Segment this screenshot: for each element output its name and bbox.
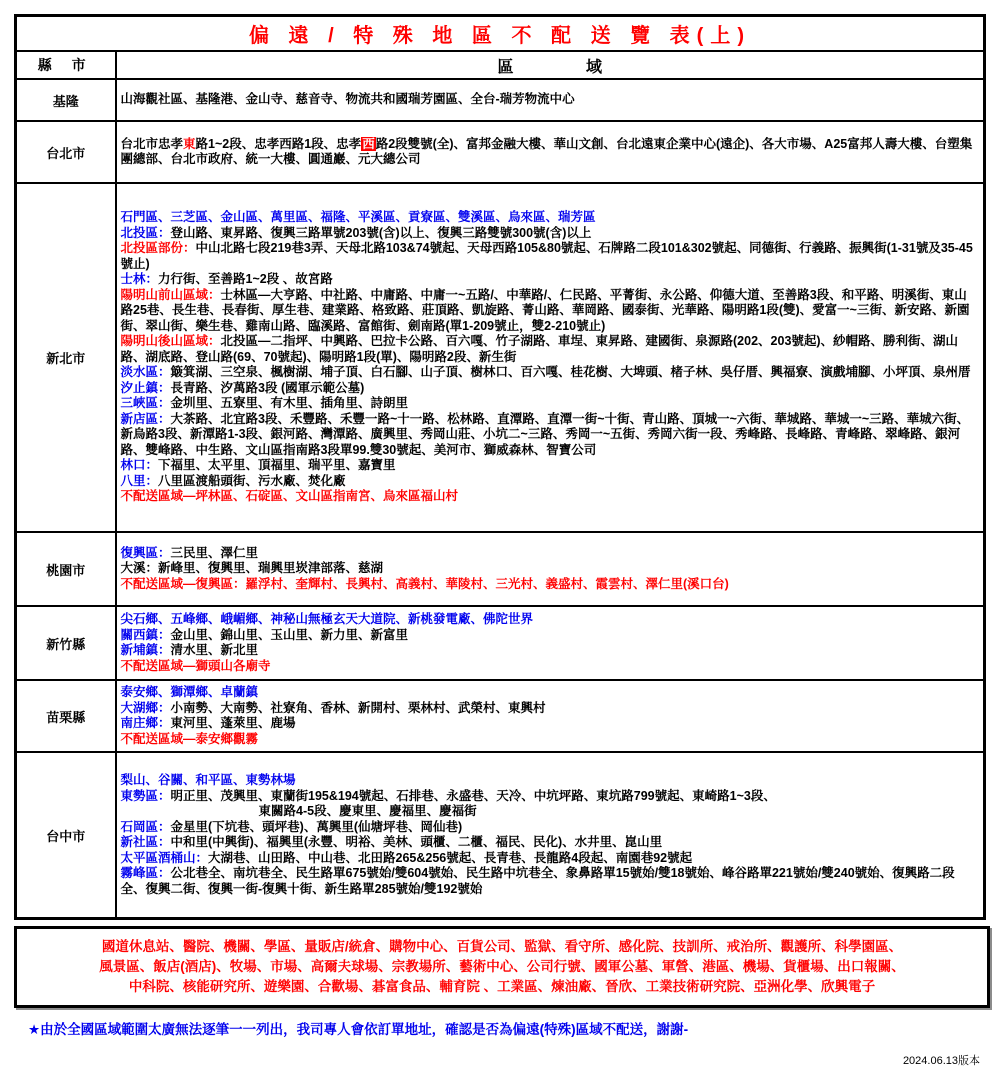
text-segment: 力行街、至善路1~2段 、故宮路 [158,272,333,287]
text-segment: 尖石鄉、五峰鄉、峨嵋鄉、神秘山無極玄天大道院、新桃發電廠、佛陀世界 [120,612,534,626]
text-segment: 大茶路、北宜路3段、禾豐路、禾豐一路~十一路、松林路、直潭路、直潭一街~十街、青山路、頂城一~六街、華城路、華城一~三路、華城六街、新烏路3段、新潭路1-3段、銀河路、灣潭路、廣興里、秀岡山莊、小坑二~三路、秀岡一~五街、秀岡六街一段、秀峰路、長峰路、青峰路、翠峰路、銀河路、雙峰路、中生路、文山區指南路3段單99.雙30號起、美河市、獅威森林、智寶公司 [120,411,970,457]
region-cell [116,79,985,121]
text-segment: 金圳里、五寮里、有木里、插角里、詩朗里 [170,396,409,411]
region-line [121,732,980,748]
text-segment: 明正里、茂興里、東蘭街195&194號起、石排巷、永盛巷、天冷、中坑坪路、東坑路799號起、東崎路1~3段、 [170,788,776,803]
page-title: 偏 遠 / 特 殊 地 區 不 配 送 覽 表(上) [16,16,985,52]
text-segment: 汐止鎮： [120,380,171,395]
text-segment: 不配送區域—泰安鄉觀霧 [120,731,259,746]
region-line [121,804,980,820]
text-segment: 石門區、三芝區、金山區、萬里區、福隆、平溪區、貢寮區、雙溪區、烏來區、瑞芳區 [120,210,596,225]
region-line [121,561,980,577]
region-line [121,489,980,505]
text-segment: 陽明山前山區域： [120,287,221,302]
text-segment: 三民里、澤仁里 [170,545,259,560]
text-segment: 東關路4-5段、慶東里、慶福里、慶福街 [258,804,477,818]
text-segment: 八里區渡船頭街、污水廠、焚化廠 [158,473,346,488]
text-segment: 大湖鄉： [120,700,171,715]
text-segment: 三峽區： [120,396,171,411]
text-segment: 士林： [120,272,159,287]
exclusion-table [14,14,986,920]
region-line [121,458,980,474]
text-segment: 霧峰區： [120,866,171,880]
text-segment: 太平區酒桶山： [120,850,209,865]
county-cell: 新竹縣 [16,606,116,680]
text-segment: 不配送區域—坪林區、石碇區、文山區指南宮、烏來區福山村 [120,489,459,504]
text-segment: 東河里、蓬萊里、鹿場 [170,716,296,730]
text-segment: 不配送區域—復興區：羅浮村、奎輝村、長興村、高義村、華陵村、三光村、義盛村、霞雲村、澤仁里(溪口台) [120,576,729,591]
region-line [121,789,980,805]
text-segment: 簸箕湖、三空泉、楓樹湖、埔子頂、白石腳、山子頂、樹林口、百六嘎、桂花樹、大埤頭、楮子林、吳仔厝、興福寮、演戲埔腳、小坪頂、泉州厝 [170,365,971,380]
region-line [121,577,980,593]
region-line [121,288,980,335]
region-line [121,628,980,644]
table-row [16,680,985,752]
column-header-county: 縣 市 [16,51,116,79]
region-line [121,137,980,168]
text-segment: 新社區： [120,835,171,849]
text-segment: 復興區： [120,545,171,560]
header-row [16,51,985,79]
notice-line: 中科院、核能研究所、遊樂園、合歡場、碁富食品、輔育院 、工業區、煉油廠、晉欣、工業技術研究院、亞洲化學、欣興電子 [128,979,876,994]
region-line [121,835,980,851]
region-line [121,241,980,272]
text-segment: 路1~2段、忠孝西路1段、忠孝 [195,136,362,151]
region-line [121,773,980,789]
text-segment: 北投區—二指坪、中興路、巴拉卡公路、百六嘎、竹子湖路、車埕、東昇路、建國街、泉源路(202、203號起)、紗帽路、勝利街、湖山路、湖底路、登山路(69、70號起)、陽明路1段(單)、陽明路2段、新生街 [120,334,959,364]
text-segment: 路2段雙號(全)、富邦金融大樓、華山文創、台北遠東企業中心(遠企)、各大市場、A25富邦人壽大樓、台塑集團總部、台北市政府、統一大樓、圓通巖、元大總公司 [120,136,973,166]
text-segment: 新埔鎮： [120,643,171,657]
text-segment: 石岡區： [120,819,171,834]
text-segment: 大溪：新峰里、復興里、瑞興里崁津部落、慈湖 [120,561,384,576]
excluded-locations-box [14,926,990,1008]
region-line [121,701,980,717]
text-segment: 中和里(中興街)、福興里(永豐、明裕、美林、頭櫃、二櫃、福民、民化)、水井里、崑山里 [170,835,663,849]
region-line [121,643,980,659]
region-line [121,334,980,365]
text-segment: 長青路、汐萬路3段 (國軍示範公墓) [170,380,365,395]
region-cell [116,606,985,680]
table-row [16,121,985,183]
text-segment: 八里： [120,473,159,488]
notice-line: 國道休息站、醫院、機關、學區、量販店/統倉、購物中心、百貨公司、監獄、看守所、感化院、技訓所、戒治所、觀護所、科學園區、 [101,939,903,954]
text-segment: 金山里、錦山里、玉山里、新力里、新富里 [170,627,409,642]
region-line [121,716,980,732]
version-label: 2024.06.13版本 [902,1055,980,1067]
region-line [121,210,980,226]
region-cell [116,680,985,752]
text-segment: 不配送區域—獅頭山各廟寺 [120,658,271,673]
text-segment: 中山北路七段219巷3弄、天母北路103&74號起、天母西路105&80號起、石牌路二段101&302號起、同德街、行義路、振興街(1-31號及35-45號止) [120,241,973,271]
table-body [16,16,985,919]
region-line [121,365,980,381]
text-segment: 東勢區： [120,788,171,803]
region-cell [116,183,985,532]
text-segment: 登山路、東昇路、復興三路單號203號(含)以上、復興三路雙號300號(含)以上 [170,225,592,240]
region-line [121,474,980,490]
text-segment: 林口： [120,458,159,473]
text-segment: 大湖巷、山田路、中山巷、北田路265&256號起、長青巷、長龍路4段起、南園巷92號起 [208,850,693,865]
region-line [121,546,980,562]
title-row [16,16,985,52]
table-row [16,606,985,680]
text-segment: 泰安鄉、獅潭鄉、卓蘭鎮 [120,685,259,699]
table-row [16,752,985,919]
county-cell: 桃園市 [16,532,116,606]
text-segment: 南庄鄉： [120,716,171,730]
region-line [121,612,980,628]
county-cell: 台中市 [16,752,116,919]
region-line [121,396,980,412]
county-cell: 台北市 [16,121,116,183]
county-cell: 基隆 [16,79,116,121]
text-segment: 清水里、新北里 [170,643,259,657]
text-segment: 西 [362,136,375,151]
text-segment: 新店區： [120,411,171,426]
text-segment: 台北市忠孝 [120,136,184,151]
region-line [121,272,980,288]
text-segment: 關西鎮： [120,627,171,642]
table-row [16,79,985,121]
footnote-text: ★由於全國區域範圍太廣無法逐筆一一列出，我司專人會依訂單地址，確認是否為偏遠(特殊)區域不配送，謝謝- [28,1022,689,1037]
region-line [121,659,980,675]
region-line [121,412,980,459]
text-segment: 北投區： [120,225,171,240]
text-segment: 淡水區： [120,365,171,380]
region-cell [116,752,985,919]
text-segment: 下福里、太平里、頂福里、瑞平里、嘉寶里 [158,458,396,473]
region-cell [116,532,985,606]
notice-line: 風景區、飯店(酒店)、牧場、市場、高爾夫球場、宗教場所、藝術中心、公司行號、國軍公墓、軍營、港區、機場、貨櫃場、出口報關、 [99,959,905,974]
region-line [121,226,980,242]
text-segment: 士林區—大亨路、中社路、中庸路、中庸一~五路/、中華路/、仁民路、平菁街、永公路、仰德大道、至善路3段、和平路、明溪街、東山路25巷、長生巷、長春街、厚生巷、建業路、格致路、莊頂路、凱旋路、菁山路、華岡路、國泰街、光華路、陽明路1段(雙)、愛富一~三街、新安路、新園街、翠山街、樂生巷、雞南山路、臨溪路、富館街、劍南路(單1-209號止，雙2-210號止) [120,287,970,333]
text-segment: 梨山、谷關、和平區、東勢林場 [120,773,296,787]
text-segment: 陽明山後山區域： [120,334,221,349]
column-header-region: 區 域 [116,51,985,79]
region-line [121,92,980,108]
region-line [121,381,980,397]
text-segment: 小南勢、大南勢、社寮角、香林、新開村、栗林村、武榮村、東興村 [170,700,546,715]
table-row [16,532,985,606]
table-row [16,183,985,532]
text-segment: 山海觀社區、基隆港、金山寺、慈音寺、物流共和國瑞芳園區、全台-瑞芳物流中心 [120,92,575,107]
region-cell [116,121,985,183]
county-cell: 苗栗縣 [16,680,116,752]
county-cell: 新北市 [16,183,116,532]
text-segment: 東 [183,136,196,151]
text-segment: 北投區部份： [120,241,196,256]
region-line [121,851,980,867]
text-segment: 公北巷全、南坑巷全、民生路單675號始/雙604號始、民生路中坑巷全、象鼻路單15號始/雙18號始、峰谷路單221號始/雙240號始、復興路二段全、復興二街、復興一街-復興十街、新生路單285號始/雙192號始 [120,866,955,896]
region-line [121,685,980,701]
region-line [121,866,980,897]
text-segment: 金星里(下坑巷、頭坪巷)、萬興里(仙塘坪巷、岡仙巷) [170,819,463,834]
region-line [121,820,980,836]
